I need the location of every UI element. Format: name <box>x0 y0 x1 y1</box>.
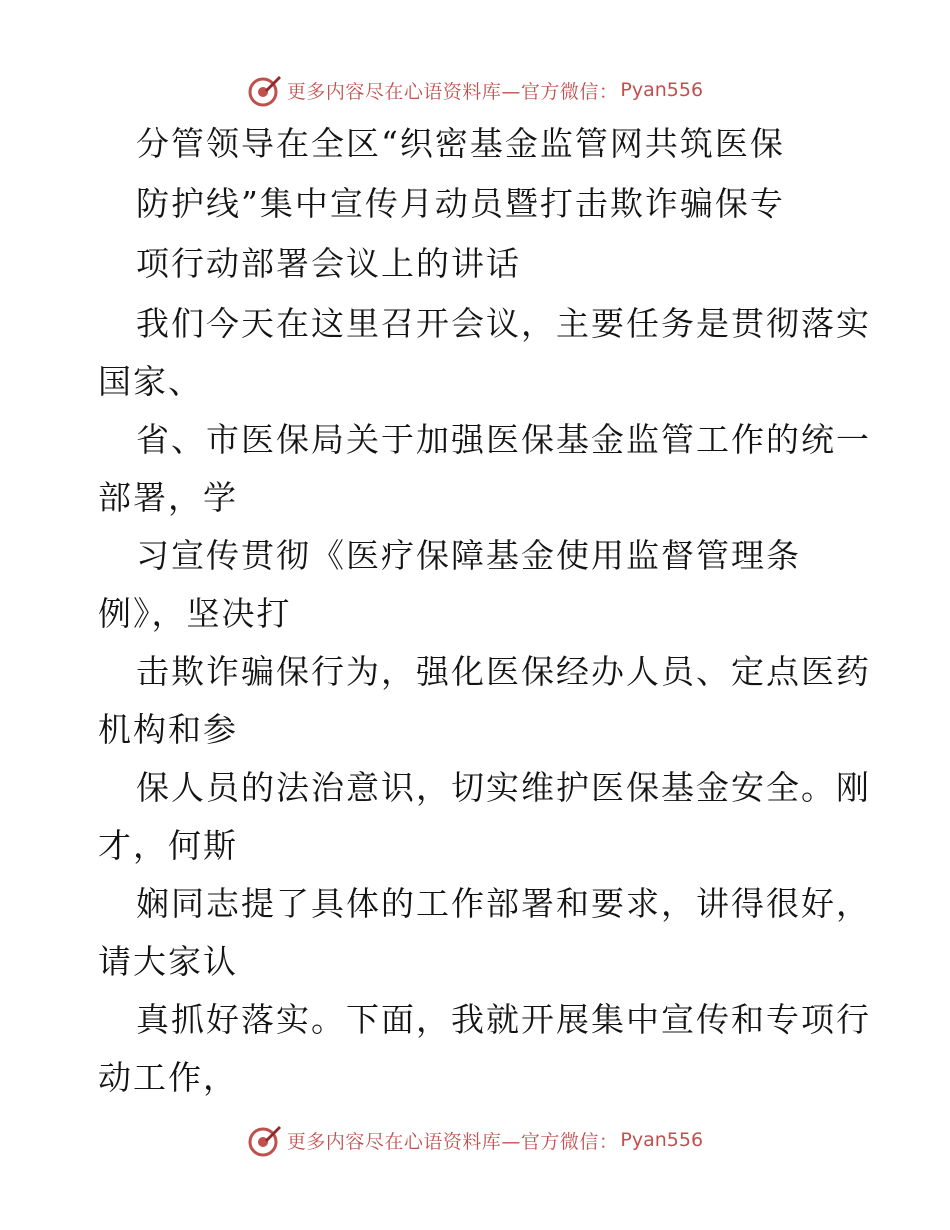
paragraph-line: 我们今天在这里召开会议，主要任务是贯彻落实 <box>136 304 871 343</box>
watermark-footer <box>0 1120 950 1160</box>
watermark-text: 更多内容尽在心语资料库—官方微信： <box>286 1130 619 1153</box>
title-line-1: 分管领导在全区“织密基金监管网共筑医保 <box>136 124 785 163</box>
paragraph-line: 习宣传贯彻《医疗保障基金使用监督管理条 <box>136 536 801 575</box>
paragraph-line: 保人员的法治意识，切实维护医保基金安全。刚 <box>136 768 871 807</box>
pen-logo-icon <box>247 72 283 108</box>
watermark-text: 更多内容尽在心语资料库—官方微信： <box>286 80 619 103</box>
paragraph-line: 请大家认 <box>98 942 238 981</box>
paragraph-line: 省、市医保局关于加强医保基金监管工作的统一 <box>136 420 871 459</box>
watermark-header <box>0 70 950 110</box>
title-line-2: 防护线”集中宣传月动员暨打击欺诈骗保专 <box>136 184 785 223</box>
paragraph-line: 机构和参 <box>98 710 238 749</box>
paragraph-line: 国家、 <box>98 362 203 401</box>
paragraph-line: 动工作， <box>98 1058 238 1097</box>
paragraph-line: 娴同志提了具体的工作部署和要求，讲得很好， <box>136 884 871 923</box>
paragraph-line: 真抓好落实。下面，我就开展集中宣传和专项行 <box>136 1000 871 1039</box>
pen-logo-icon <box>247 1122 283 1158</box>
watermark-wechat-id: Pyan556 <box>620 1129 704 1151</box>
watermark-wechat-id: Pyan556 <box>620 79 704 101</box>
paragraph-line: 击欺诈骗保行为，强化医保经办人员、定点医药 <box>136 652 871 691</box>
title-line-3: 项行动部署会议上的讲话 <box>136 244 521 283</box>
paragraph-line: 例》，坚决打 <box>98 594 292 633</box>
paragraph-line: 部署，学 <box>98 478 238 517</box>
paragraph-line: 才，何斯 <box>98 826 238 865</box>
